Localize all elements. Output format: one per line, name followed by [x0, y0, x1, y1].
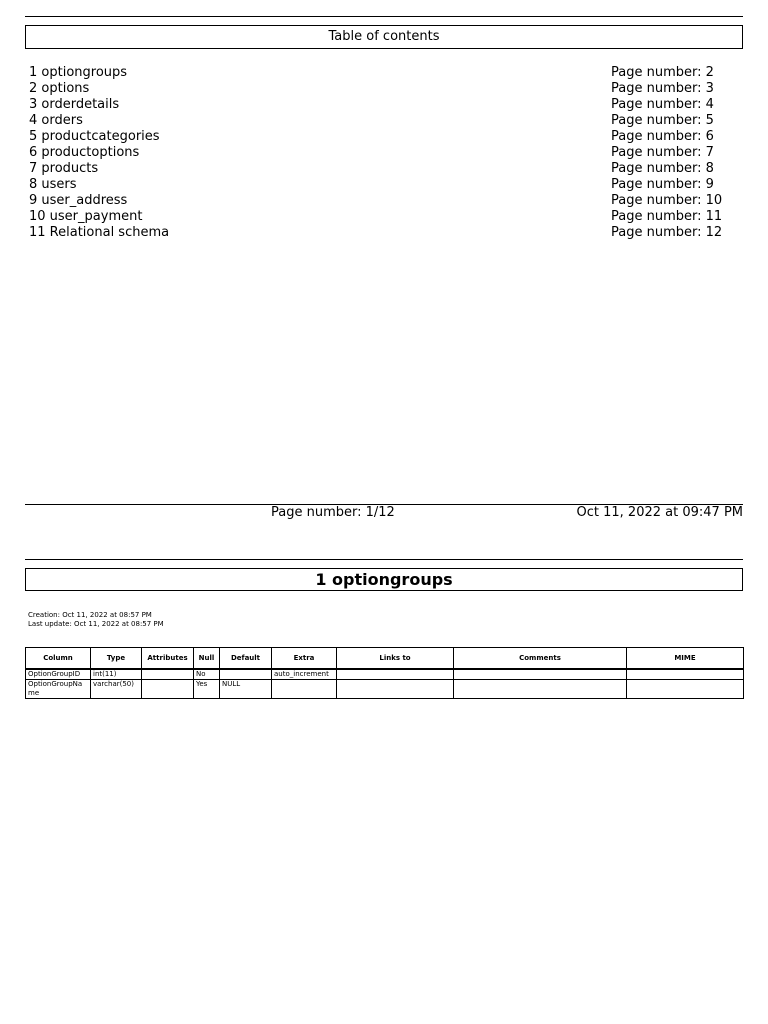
table-cell — [627, 680, 744, 699]
table-cell — [627, 669, 744, 680]
page-footer — [25, 505, 743, 521]
toc-entry[interactable] — [29, 177, 741, 193]
table-cell — [272, 680, 337, 699]
column-header: Type — [91, 648, 142, 670]
toc-entry-page: Page number: 6 — [611, 129, 714, 144]
table-cell — [142, 680, 194, 699]
table-header-row — [26, 648, 744, 670]
table-row — [26, 680, 744, 699]
toc-entry-page: Page number: 4 — [611, 97, 714, 112]
table-cell: varchar(50) — [91, 680, 142, 699]
toc-title: Table of contents — [25, 25, 743, 49]
toc-entry-label: 4 orders — [29, 113, 83, 128]
table-cell — [142, 669, 194, 680]
toc-entry[interactable] — [29, 209, 741, 225]
table-cell — [454, 669, 627, 680]
toc-entry-page: Page number: 10 — [611, 193, 723, 208]
toc-entry-label: 11 Relational schema — [29, 225, 170, 240]
column-header: Column — [26, 648, 91, 670]
toc-entry-label: 8 users — [29, 177, 77, 192]
table-cell: Yes — [194, 680, 220, 699]
toc-entry-page: Page number: 8 — [611, 161, 714, 176]
toc-entry[interactable] — [29, 65, 741, 81]
column-header: Null — [194, 648, 220, 670]
toc-entry-page: Page number: 2 — [611, 65, 714, 80]
top-rule — [25, 16, 743, 17]
table-cell — [337, 680, 454, 699]
creation-date: Creation: Oct 11, 2022 at 08:57 PM — [28, 611, 152, 619]
toc-entry-page: Page number: 9 — [611, 177, 714, 192]
table-cell: auto_increment — [272, 669, 337, 680]
table-cell: OptionGroupID — [26, 669, 91, 680]
toc-entry[interactable] — [29, 193, 741, 209]
section-title: 1 optiongroups — [25, 568, 743, 591]
toc-entry-label: 3 orderdetails — [29, 97, 120, 112]
table-cell — [337, 669, 454, 680]
toc-entry-page: Page number: 5 — [611, 113, 714, 128]
table-cell: OptionGroupName — [26, 680, 91, 699]
toc-entry-label: 5 productcategories — [29, 129, 160, 144]
toc-entry[interactable] — [29, 161, 741, 177]
toc-entry-page: Page number: 3 — [611, 81, 714, 96]
toc-entry-label: 10 user_payment — [29, 209, 143, 224]
table-metadata — [28, 611, 164, 629]
table-cell — [454, 680, 627, 699]
toc-entry[interactable] — [29, 97, 741, 113]
table-cell: NULL — [220, 680, 272, 699]
column-header: Extra — [272, 648, 337, 670]
toc-entry[interactable] — [29, 145, 741, 161]
toc-entry-label: 2 options — [29, 81, 90, 96]
column-header: Links to — [337, 648, 454, 670]
column-header: MIME — [627, 648, 744, 670]
toc-entry[interactable] — [29, 113, 741, 129]
toc-entry[interactable] — [29, 81, 741, 97]
toc-entry-page: Page number: 11 — [611, 209, 723, 224]
table-cell: int(11) — [91, 669, 142, 680]
toc-entry-page: Page number: 7 — [611, 145, 714, 160]
schema-table — [25, 647, 744, 699]
table-cell: No — [194, 669, 220, 680]
toc-entry-label: 6 productoptions — [29, 145, 140, 160]
table-cell — [220, 669, 272, 680]
footer-page-number: Page number: 1/12 — [271, 505, 395, 520]
column-header: Comments — [454, 648, 627, 670]
last-update-date: Last update: Oct 11, 2022 at 08:57 PM — [28, 620, 164, 628]
table-row — [26, 669, 744, 680]
section-rule — [25, 559, 743, 560]
column-header: Attributes — [142, 648, 194, 670]
toc-entry-label: 7 products — [29, 161, 99, 176]
toc-entry[interactable] — [29, 129, 741, 145]
toc-entry-label: 1 optiongroups — [29, 65, 128, 80]
toc-entry-page: Page number: 12 — [611, 225, 723, 240]
footer-date: Oct 11, 2022 at 09:47 PM — [576, 505, 743, 520]
toc-entry[interactable] — [29, 225, 741, 241]
column-header: Default — [220, 648, 272, 670]
toc-list — [29, 65, 741, 241]
toc-entry-label: 9 user_address — [29, 193, 128, 208]
